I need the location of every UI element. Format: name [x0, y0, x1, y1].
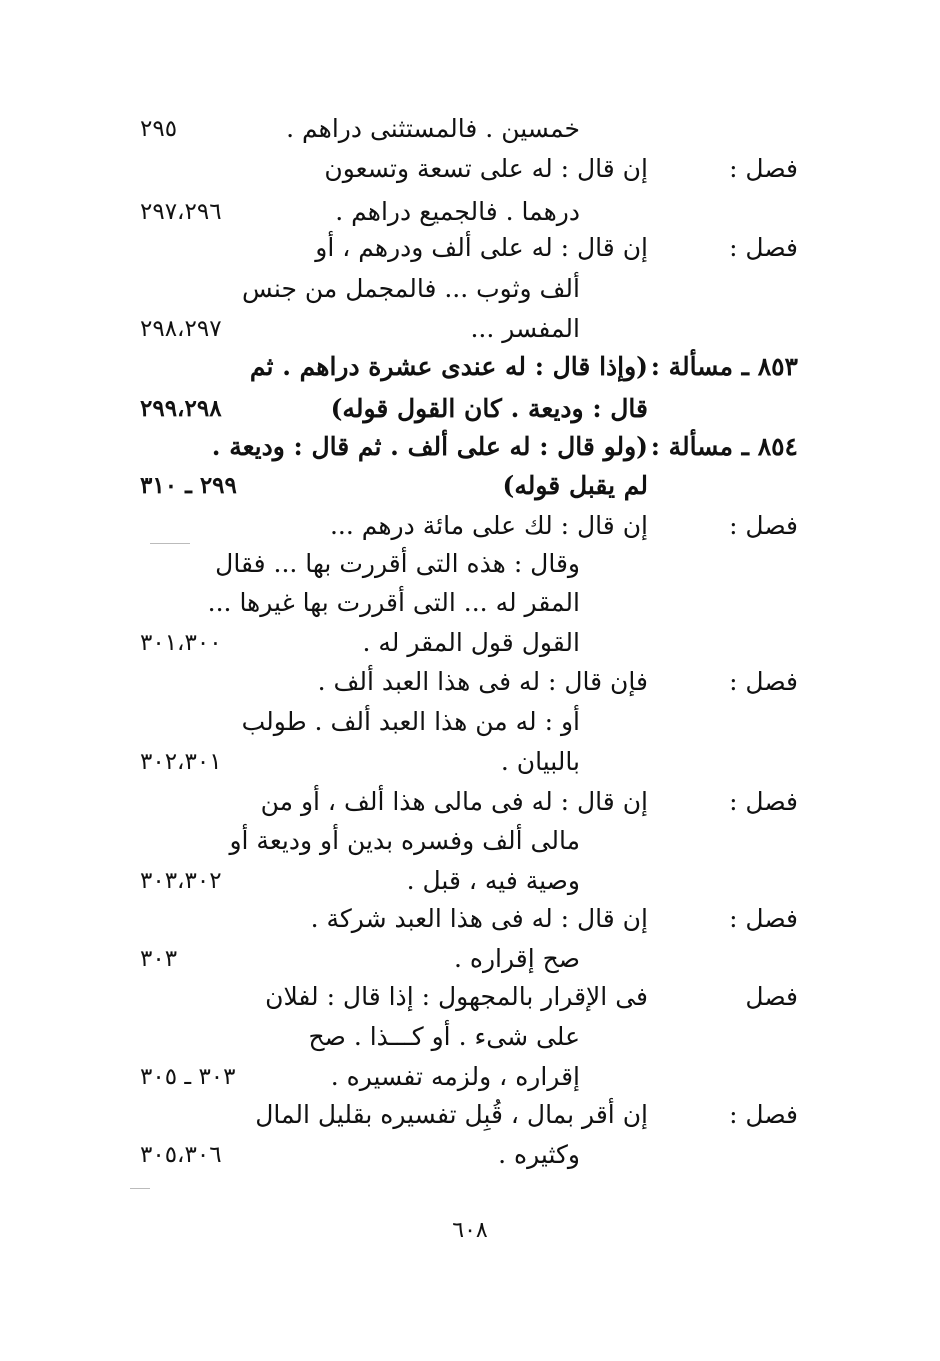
- entry-text: وكثيره .: [498, 1140, 580, 1169]
- entry-pages: ٢٩٩،٢٩٨: [140, 395, 222, 422]
- entry-text: وقال : هذه التى أقررت بها ... فقال: [215, 549, 580, 578]
- entry-text: بالبيان .: [500, 747, 580, 776]
- entry-label: فصل :: [729, 1100, 798, 1129]
- entry-label: ٨٥٣ ـ مسألة :: [650, 352, 798, 381]
- entry-pages: ٢٩٧،٢٩٦: [140, 199, 222, 225]
- entry-text: القول قول المقر له .: [362, 628, 580, 657]
- scan-speck: [130, 1188, 150, 1189]
- entry-pages: ٢٩٩ ـ ٣١٠: [140, 472, 237, 499]
- page-number: ٦٠٨: [452, 1218, 488, 1243]
- entry-text: صح إقراره .: [453, 944, 580, 973]
- entry-text: إقراره ، ولزمه تفسيره .: [330, 1062, 580, 1091]
- entry-text: مالى ألف وفسره بدين أو وديعة أو: [229, 826, 580, 855]
- entry-label: فصل :: [729, 787, 798, 816]
- entry-pages: ٣٠٢،٣٠١: [140, 749, 222, 775]
- entry-text: إن قال : له فى هذا العبد شركة .: [310, 904, 648, 933]
- entry-text: لم يقبل قوله): [502, 471, 648, 500]
- entry-pages: ٣٠١،٣٠٠: [140, 630, 222, 656]
- entry-text: ألف وثوب ... فالمجمل من جنس: [242, 274, 580, 303]
- entry-text: إن قال : له على تسعة وتسعون: [324, 154, 648, 183]
- entry-text: على شىء . أو كـــذا . صح: [308, 1022, 580, 1051]
- entry-text: فى الإقرار بالمجهول : إذا قال : لفلان: [265, 982, 648, 1011]
- entry-pages: ٣٠٣ ـ ٣٠٥: [140, 1064, 236, 1090]
- entry-label: فصل: [745, 982, 798, 1011]
- entry-text: قال : وديعة . كان القول قوله): [330, 394, 648, 423]
- entry-text: إن قال : له فى مالى هذا ألف ، أو من: [260, 787, 648, 816]
- entry-pages: ٢٩٥: [140, 116, 178, 142]
- entry-pages: ٣٠٣: [140, 946, 178, 972]
- entry-pages: ٣٠٥،٣٠٦: [140, 1142, 222, 1168]
- entry-text: (وإذا قال : له عندى عشرة دراهم . ثم: [249, 352, 648, 381]
- entry-text: إن أقر بمال ، قُبِل تفسيره بقليل المال: [255, 1100, 648, 1129]
- entry-label: فصل :: [729, 511, 798, 540]
- entry-label: فصل :: [729, 667, 798, 696]
- entry-text: فإن قال : له فى هذا العبد ألف .: [317, 667, 648, 696]
- entry-label: ٨٥٤ ـ مسألة :: [650, 432, 798, 461]
- entry-text: إن قال : لك على مائة درهم ...: [329, 511, 648, 540]
- scan-speck: [150, 543, 190, 544]
- entry-pages: ٣٠٣،٣٠٢: [140, 868, 222, 894]
- entry-text: أو : له من هذا العبد ألف . طولب: [241, 707, 580, 736]
- entry-text: وصية فيه ، قبل .: [406, 866, 580, 895]
- entry-label: فصل :: [729, 904, 798, 933]
- entry-text: إن قال : له على ألف ودرهم ، أو: [315, 233, 648, 262]
- entry-text: خمسين . فالمستثنى دراهم .: [286, 114, 580, 143]
- entry-text: درهما . فالجميع دراهم .: [335, 197, 580, 226]
- entry-text: (ولو قال : له على ألف . ثم قال : وديعة .: [211, 432, 648, 461]
- entry-label: فصل :: [729, 154, 798, 183]
- entry-text: المقر له ... التى أقررت بها غيرها ...: [207, 588, 580, 617]
- entry-text: المفسر ...: [470, 314, 580, 343]
- entry-pages: ٢٩٨،٢٩٧: [140, 316, 222, 342]
- entry-label: فصل :: [729, 233, 798, 262]
